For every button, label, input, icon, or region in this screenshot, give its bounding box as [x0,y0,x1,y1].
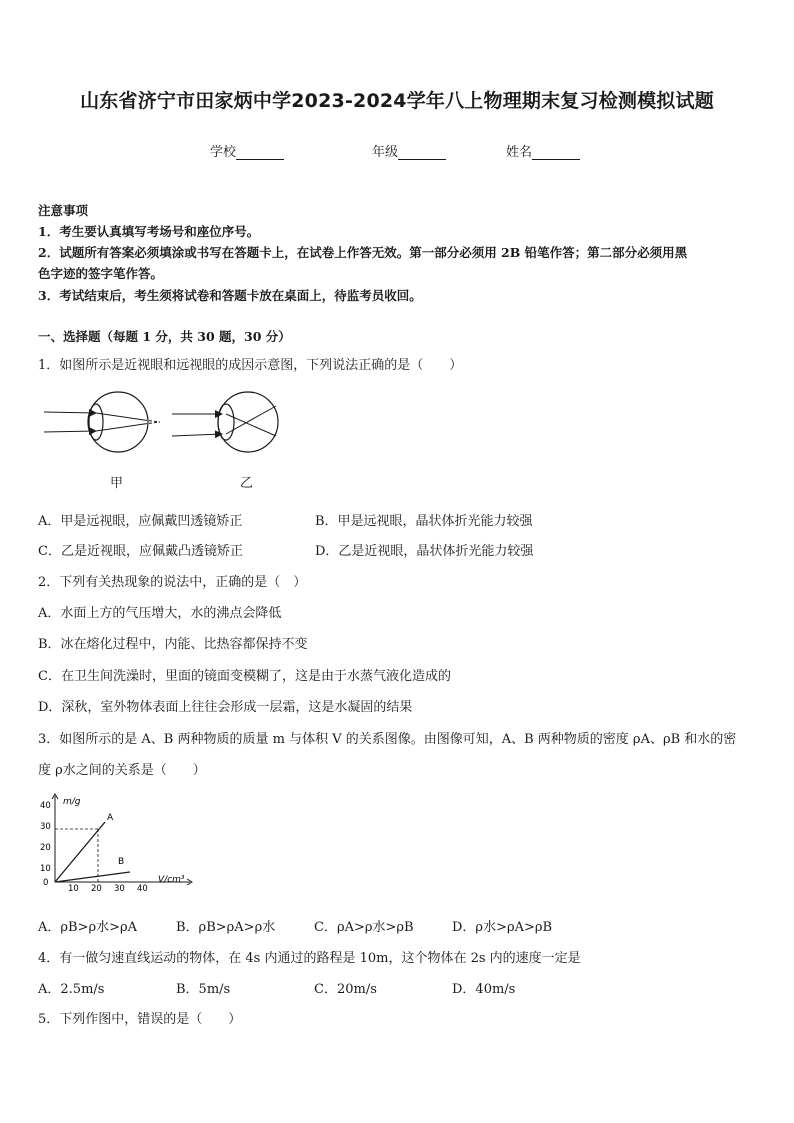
notice-item-1: 1．考生要认真填写考场号和座位序号。 [38,224,260,239]
notice-item-3: 3．考试结束后，考生须将试卷和答题卡放在桌面上，待监考员收回。 [38,288,422,303]
q1-option-d: D．乙是近视眼，晶状体折光能力较强 [315,544,534,559]
notice-item-2-cont: 色字迹的签字笔作答。 [38,266,164,281]
fig-label-yi: 乙 [240,476,254,491]
eye-jia [44,392,160,452]
y-tick-10: 10 [40,864,51,874]
q4-stem: 4．有一做匀速直线运动的物体，在 4s 内通过的路程是 10m，这个物体在 2s 内的速度一定是 [38,951,581,966]
q4-option-d: D．40m/s [452,982,516,997]
q4-option-c: C．20m/s [314,982,377,997]
x-tick-10: 10 [68,884,79,894]
q1-option-a: A．甲是远视眼，应佩戴凹透镜矫正 [38,514,243,529]
x-tick-20: 20 [91,884,102,894]
q3-option-b: B．ρB>ρA>ρ水 [176,920,276,935]
x-tick-40: 40 [137,884,148,894]
q2-stem: 2．下列有关热现象的说法中，正确的是（ ） [38,575,307,590]
q3-stem-line2: 度 ρ水之间的关系是（ ） [38,763,206,778]
y-tick-20: 20 [40,843,51,853]
q3-option-c: C．ρA>ρ水>ρB [314,920,414,935]
name-field [506,141,580,160]
q4-option-a: A．2.5m/s [38,982,105,997]
notice-item-2: 2．试题所有答案必须填涂或书写在答题卡上，在试卷上作答无效。第一部分必须用 2B 铅笔作答；第二部分必须用黑 [38,245,688,260]
line-b [55,872,130,882]
grade-blank [398,146,446,160]
q3-stem-line1: 3．如图所示的是 A、B 两种物质的质量 m 与体积 V 的关系图像。由图像可知，A、B 两种物质的密度 ρA、ρB 和水的密 [38,732,737,747]
q1-option-c: C．乙是近视眼，应佩戴凸透镜矫正 [38,544,243,559]
q2-option-a: A．水面上方的气压增大，水的沸点会降低 [38,606,282,621]
q4-option-b: B．5m/s [176,982,231,997]
q3-option-a: A．ρB>ρ水>ρA [38,920,138,935]
eye-yi [172,392,278,452]
grade-label: 年级 [372,145,399,160]
grade-field [372,141,446,160]
y-tick-30: 30 [40,822,51,832]
school-label: 学校 [210,145,237,160]
y-tick-40: 40 [40,801,51,811]
line-a-label: A [107,813,114,823]
notice-heading: 注意事项 [38,203,89,218]
mass-volume-graph [30,790,200,895]
x-tick-30: 30 [114,884,125,894]
line-b-label: B [118,857,125,867]
q1-option-b: B．甲是远视眼，晶状体折光能力较强 [315,514,533,529]
exam-title: 山东省济宁市田家炳中学2023-2024学年八上物理期末复习检测模拟试题 [80,90,714,112]
line-a [55,822,105,882]
eye-diagram [38,384,298,494]
y-tick-0: 0 [43,878,49,888]
q2-option-d: D．深秋，室外物体表面上往往会形成一层霜，这是水凝固的结果 [38,700,413,715]
school-field [210,141,284,160]
school-blank [236,146,284,160]
q2-option-c: C．在卫生间洗澡时，里面的镜面变模糊了，这是由于水蒸气液化造成的 [38,669,451,684]
section-heading: 一、选择题（每题 1 分，共 30 题，30 分） [38,329,291,344]
q3-option-d: D．ρ水>ρA>ρB [452,920,553,935]
fig-label-jia: 甲 [110,476,124,491]
x-axis-label: V/cm³ [158,875,185,885]
name-label: 姓名 [506,145,533,160]
y-axis-label: m/g [63,797,81,807]
q1-stem: 1．如图所示是近视眼和远视眼的成因示意图，下列说法正确的是（ ） [38,358,463,373]
q5-stem: 5．下列作图中，错误的是（ ） [38,1012,242,1027]
q2-option-b: B．冰在熔化过程中，内能、比热容都保持不变 [38,637,308,652]
name-blank [532,146,580,160]
